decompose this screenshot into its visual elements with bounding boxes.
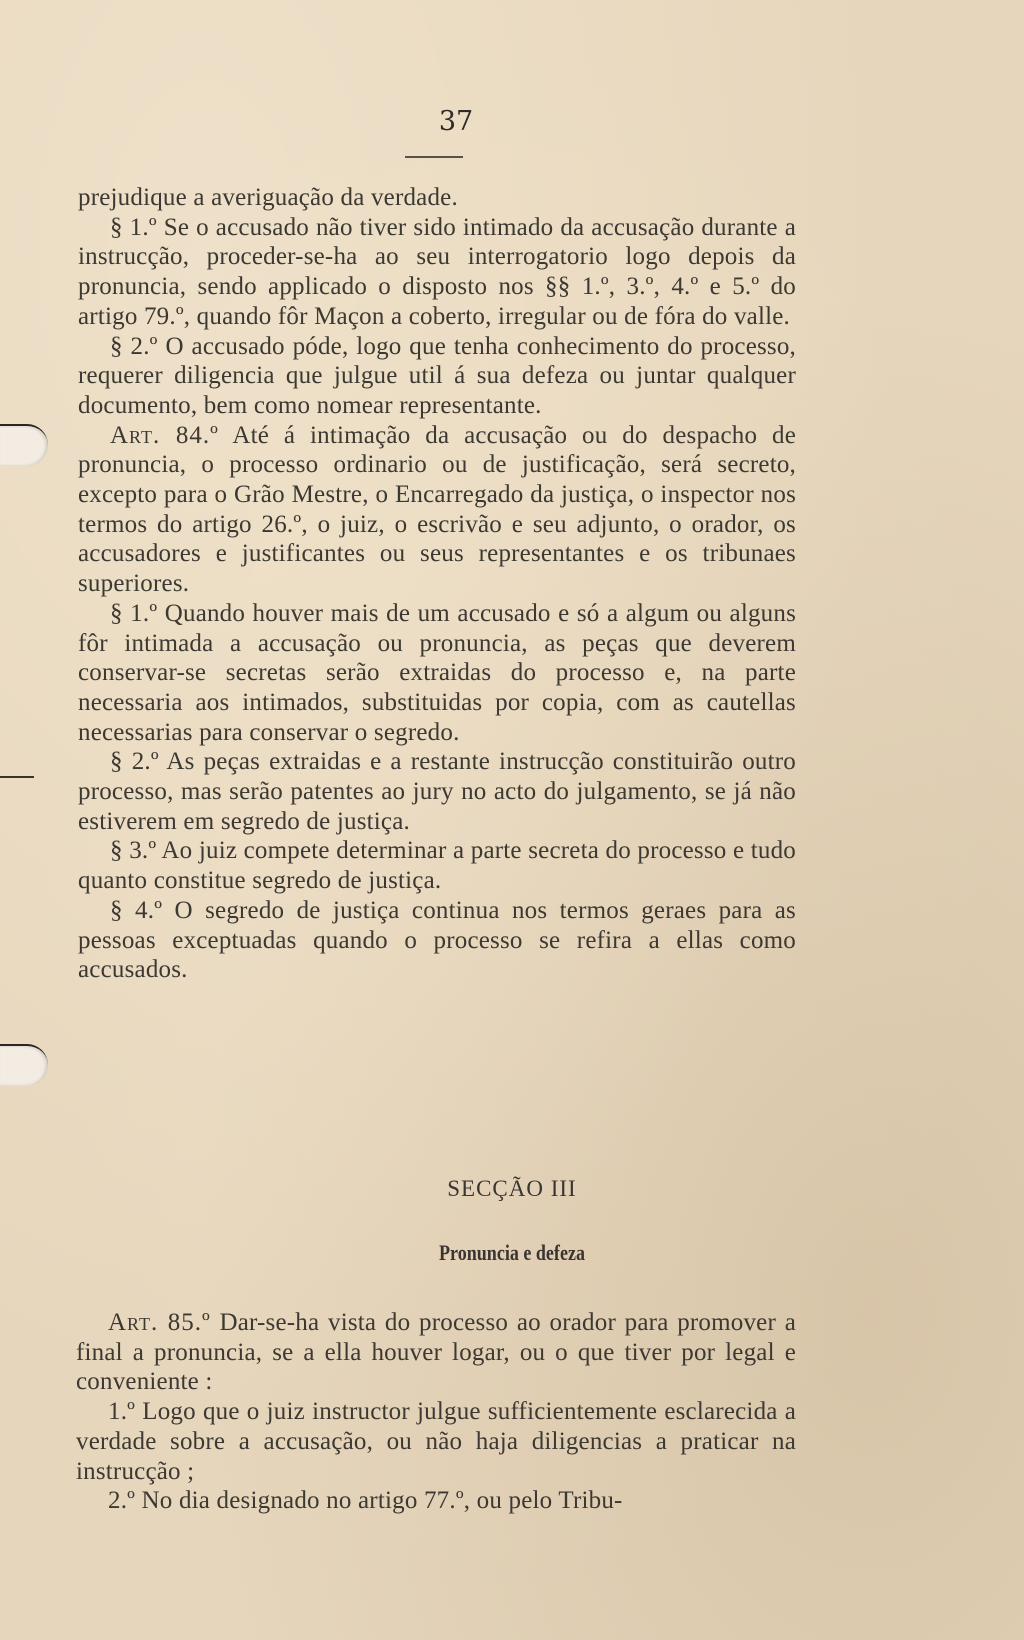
article-text: Até á intimação da accusação ou do despacho de pronuncia, o processo ordinario ou de justificação, será secreto, excepto para o Grão Mestre, o Encarregado da justiça, o inspector nos termos do artigo 26.º, o juiz, o escrivão e seu adjunto, o orador, os accusadores e justificantes ou seus representantes e os tribunaes superiores. [78,421,796,598]
paragraph: 2.º No dia designado no artigo 77.º, ou pelo Tribu- [108,1487,623,1515]
paragraph: prejudique a averiguação da verdade. [78,184,458,211]
paragraph: § 1.º Quando houver mais de um accusado e só a algum ou alguns fôr intimada a accusação ou pronuncia, as peças que deverem conservar-se secretas serão extraidas do processo e, na parte necessaria aos intimados, substituidas por copia, com as cautellas necessarias para conservar o segredo. [78,599,796,746]
paragraph: § 3.º Ao juiz compete determinar a parte secreta do processo e tudo quanto constitue segredo de justiça. [78,837,796,895]
article-label: Art. 84.º [110,421,219,449]
margin-mark [0,776,34,778]
article-label: Art. 85.º [108,1309,211,1336]
main-text-block [78,183,796,985]
binding-hole [0,424,48,466]
paragraph: 1.º Logo que o juiz instructor julgue sufficientemente esclarecida a verdade sobre a accusação, ou não haja diligencias a praticar na instrucção ; [76,1398,796,1485]
paragraph: § 4.º O segredo de justiça continua nos termos geraes para as pessoas exceptuadas quando o processo se refira a ellas como accusados. [78,896,796,984]
section-text-block [76,1308,796,1516]
article-paragraph [76,1308,796,1397]
paragraph: § 1.º Se o accusado não tiver sido intimado da accusação durante a instrucção, proceder-se-ha ao seu interrogatorio logo depois da pronuncia, sendo applicado o disposto nos §§ 1.º, 3.º, 4.º e 5.º do artigo 79.º, quando fôr Maçon a coberto, irregular ou de fóra do valle. [78,213,796,330]
binding-hole [0,1044,48,1086]
section-title: SECÇÃO III [447,1176,577,1201]
article-paragraph [78,421,796,599]
paragraph: § 2.º As peças extraidas e a restante instrucção constituirão outro processo, mas serão patentes ao jury no acto do julgamento, se já não estiverem em segredo de justiça. [78,748,796,835]
page-number: 37 [438,106,474,137]
section-subtitle: Pronuncia e defeza [439,1240,585,1265]
paragraph: § 2.º O accusado póde, logo que tenha conhecimento do processo, requerer diligencia que julgue util á sua defeza ou juntar qualquer documento, bem como nomear representante. [78,332,796,419]
header-rule [405,156,463,158]
article-text: Dar-se-ha vista do processo ao orador para promover a final a pronuncia, se a ella houver logar, ou o que tiver por legal e conveniente : [76,1309,796,1396]
